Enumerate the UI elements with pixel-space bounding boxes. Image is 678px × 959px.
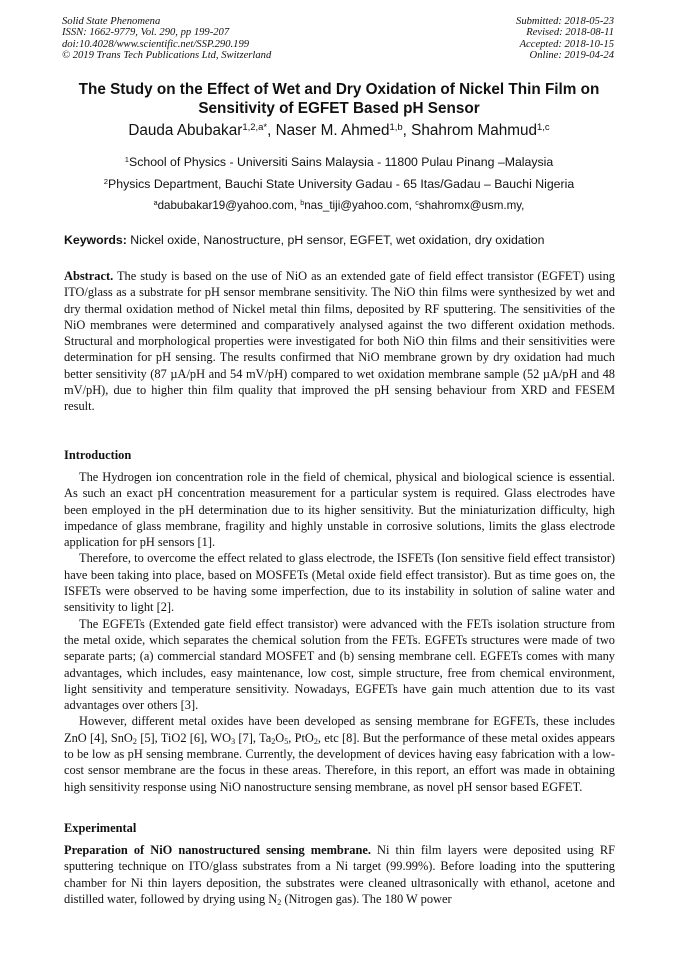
affiliation-text: School of Physics - Universiti Sains Malaysia - 11800 Pulau Pinang –Malaysia — [129, 155, 554, 169]
email-address: dabubakar19@yahoo.com, — [157, 199, 301, 212]
paragraph-text: O — [275, 730, 285, 745]
email-mark: a — [153, 198, 158, 208]
keywords — [64, 233, 616, 248]
email-address: nas_tiji@yahoo.com, — [304, 199, 416, 212]
experimental-body — [64, 842, 615, 907]
subscript: 2 — [313, 736, 318, 746]
subscript: 2 — [277, 897, 282, 907]
title-line-1: The Study on the Effect of Wet and Dry Oxidation of Nickel Thin Film on — [78, 81, 600, 98]
paper-title — [40, 80, 638, 118]
paragraph-text: , PtO — [288, 730, 314, 745]
author-name: Naser M. Ahmed — [275, 122, 390, 139]
title-line-2: Sensitivity of EGFET Based pH Sensor — [198, 100, 480, 117]
author-affiliation-mark: 1,b — [389, 121, 403, 133]
paragraph — [64, 842, 615, 907]
journal-copyright: © 2019 Trans Tech Publications Ltd, Switzerland — [62, 50, 272, 62]
author-name: Dauda Abubakar — [128, 122, 243, 139]
author-emails — [40, 198, 638, 213]
subsection-label: Preparation of NiO nanostructured sensing membrane. — [64, 843, 371, 857]
abstract-label: Abstract. — [64, 269, 114, 283]
subscript: 2 — [132, 736, 137, 746]
paragraph-text: [5], TiO2 [6], WO — [136, 730, 232, 745]
author-affiliation-mark: 1,c — [537, 121, 550, 133]
revised-date: Revised: 2018-08-11 — [526, 27, 614, 39]
author-list — [40, 121, 638, 141]
author-separator: , — [402, 122, 412, 139]
paragraph: Therefore, to overcome the effect related to glass electrode, the ISFETs (Ion sensitive field effect transistor) have been taking into place, based on MOSFETs (Metal oxide field effect transistor). But as time goes on, the ISFETs were observed to be having some imperfection, due to its instability in solution of saline water and sensitivity to light [2]. — [64, 551, 615, 615]
subscript: 5 — [284, 736, 289, 746]
section-heading-experimental: Experimental — [64, 821, 137, 835]
paragraph-text: (Nitrogen gas). The 180 W power — [281, 891, 452, 906]
subscript: 3 — [231, 736, 236, 746]
submitted-date: Submitted: 2018-05-23 — [516, 16, 614, 27]
journal-name: Solid State Phenomena — [62, 16, 161, 27]
author-separator: , — [267, 122, 276, 139]
abstract — [64, 268, 615, 415]
paragraph-text: Ni thin film layers were deposited using RF sputtering technique on ITO/glass substrates from a Ni target (99.99%). Before loading into the sputtering chamber for Ni thin layers deposition, the substrates were cleaned ultrasonically with ethanol, acetone and distilled water, followed by drying using N — [64, 843, 616, 906]
paragraph: The Hydrogen ion concentration role in the field of chemical, physical and biological science is essential. As such an exact pH concentration measurement for a particular system is required. Glass electrodes have been employed in the pH determination due to its higher sensitivity. But the miniaturization difficulty, high impedance of glass membrane, fragility and highly unstable in corrosive solutions, limits the glass electrode application for pH sensors [1]. — [64, 470, 615, 550]
paragraph — [64, 713, 615, 794]
affiliation-mark: 1 — [124, 154, 129, 164]
accepted-date: Accepted: 2018-10-15 — [519, 38, 614, 50]
journal-issn: ISSN: 1662-9779, Vol. 290, pp 199-207 — [62, 27, 230, 39]
keywords-label: Keywords: — [64, 233, 127, 247]
email-mark: c — [415, 198, 419, 208]
keywords-text: Nickel oxide, Nanostructure, pH sensor, EGFET, wet oxidation, dry oxidation — [126, 233, 545, 247]
abstract-text: The study is based on the use of NiO as an extended gate of field effect transistor (EGFET) using ITO/glass as a substrate for pH sensor membrane sensitivity. The NiO thin films were synthesized by wet and dry thermal oxidation method of Nickel metal thin films, deposited by RF sputtering. The sensitivities of the NiO membranes were determined and comparatively analysed against the two different oxidation methods. Structural and morphological properties were investigated for both NiO thin films and their sensitivities were determination for pH sensing. The results confirmed that NiO membrane grown by dry oxidation had much better sensitivity (87 µA/pH and 54 mV/pH) compared to wet oxidation membrane sample (52 µA/pH and 48 mV/pH), due to higher thin film quality that improved the pH sensing behaviour from XRD and FESEM result. — [64, 269, 615, 414]
online-date: Online: 2019-04-24 — [529, 50, 614, 62]
article-dates — [516, 16, 614, 62]
email-address: shahromx@usm.my, — [418, 199, 525, 212]
section-heading-introduction: Introduction — [64, 448, 132, 462]
paragraph-text: , etc [8]. But the performance of these metal oxides appears to be low as pH sensing membrane. Currently, the development of devices having easy fabrication with a low-cost sensor membrane are the focus in these areas. Therefore, in this report, an effort was made in obtaining high sensitivity response using NiO nanostructure sensing membrane, as novel pH sensor based EGFET. — [64, 730, 615, 794]
affiliation-2 — [40, 177, 638, 192]
paragraph: The EGFETs (Extended gate field effect transistor) were advanced with the FETs isolation structure from the metal oxide, which separates the chemical solution from the FETs. EGFETs structures were made of two separate parts; (a) commercial standard MOSFET and (b) sensing membrane cell. EGFETs comes with many advantages, which includes, easy maintenance, low cost, simple structure, free from chemical environment, light sensitivity and temperature sensitivity. Nowadays, EGFETs have gain much attention due to its vast advantages over others [3]. — [64, 616, 615, 713]
author-affiliation-mark: 1,2,a* — [242, 121, 268, 133]
journal-info — [62, 16, 271, 62]
author-name: Shahrom Mahmud — [411, 122, 537, 139]
paragraph-text: [7], Ta — [235, 730, 272, 745]
journal-doi: doi:10.4028/www.scientific.net/SSP.290.199 — [62, 38, 250, 50]
affiliation-mark: 2 — [103, 176, 109, 186]
affiliation-text: Physics Department, Bauchi State University Gadau - 65 Itas/Gadau – Bauchi Nigeria — [108, 177, 575, 191]
paragraph-text: However, different metal oxides have been developed as sensing membrane for EGFETs, these includes ZnO [4], SnO — [64, 714, 615, 745]
email-mark: b — [300, 198, 305, 208]
subscript: 2 — [271, 736, 276, 746]
affiliation-1 — [40, 155, 638, 170]
introduction-body — [64, 469, 615, 795]
